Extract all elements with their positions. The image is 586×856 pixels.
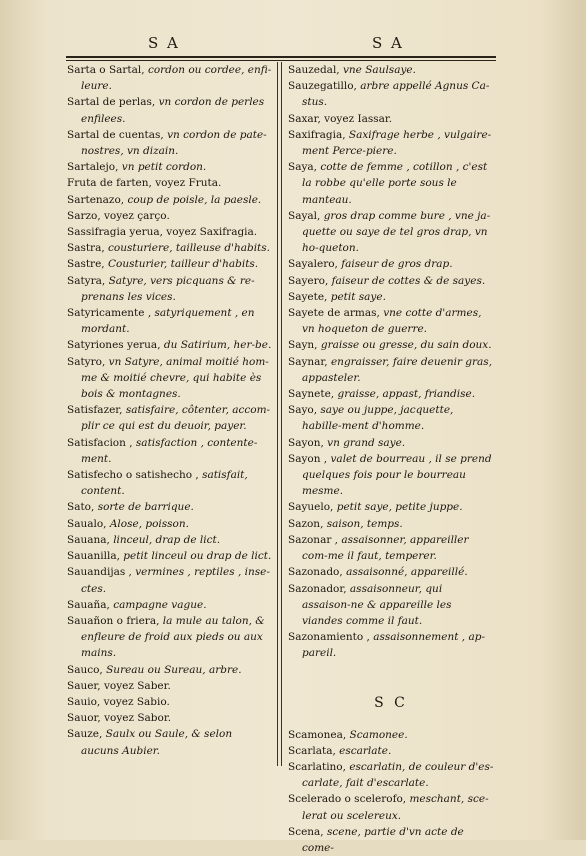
entry-definition: satyriquement , en mordant. [81,307,255,336]
entry-definition: cousturiere, tailleuse d'habits. [108,242,270,255]
entry-headword: Sazonamiento , [288,631,370,644]
entry-definition: assaisonné, appareillé. [346,566,468,579]
entry-headword: Satisfazer, [67,404,123,417]
entry-headword: Satyra, [67,274,106,287]
entry-headword: Sastra, [67,242,105,255]
dictionary-entry [67,564,273,596]
entry-definition: vn grand saye. [327,436,406,449]
entry-headword: Scarlata, [288,744,336,757]
entry-definition: Cousturier, tailleur d'habits. [107,258,259,271]
dictionary-entry [67,240,273,256]
entry-definition: engraisser, faire deuenir gras, appasteler. [302,355,493,384]
entry-headword: Sauana, [67,533,110,546]
entry-definition: graisse, appast, friandise. [337,388,476,401]
dictionary-entry [67,597,273,613]
entry-headword: Sauandijas , [67,566,132,579]
dictionary-entry [288,159,494,208]
dictionary-entry [288,435,494,451]
entry-definition: satisfaction , contente-ment. [81,436,258,465]
entry-headword: Sauaña, [67,598,110,611]
entry-headword: Sayo, [288,404,318,417]
dictionary-entry [288,62,494,78]
entry-headword: Sartenazo, [67,193,125,206]
entry-definition: coup de poisle, la paesle. [127,193,262,206]
entry-headword: Sartalejo, [67,161,119,174]
dictionary-entry [288,256,494,272]
entry-headword: Fruta de farten, voyez Fruta. [67,177,222,190]
dictionary-entry [67,613,273,662]
entry-headword: Sayalero, [288,258,338,271]
entry-headword: Satyriones yerua, [67,339,161,352]
dictionary-entry [67,337,273,353]
entry-headword: Sartal de cuentas, [67,128,164,141]
dictionary-entry [67,94,273,126]
dictionary-entry [288,564,494,580]
dictionary-entry [67,192,273,208]
entry-definition: arbre appellé Agnus Ca-stus. [302,80,490,109]
dictionary-entry [288,289,494,305]
dictionary-entry [67,726,273,758]
entry-definition: escarlate. [339,744,392,757]
entry-definition: satisfaire, côtenter, accom-plir ce qui est du deuoir, payer. [81,404,271,433]
entry-definition: valet de bourreau , il se prend quelques fois pour le bourreau mesme. [302,452,492,498]
dictionary-entry [288,305,494,337]
dictionary-entry [288,127,494,159]
entry-headword: Sassifragia yerua, voyez Saxifragia. [67,226,258,239]
entry-headword: Sauco, [67,663,103,676]
dictionary-entry [67,175,273,191]
entry-definition: vne cotte d'armes, vn hoqueton de guerre. [302,307,482,336]
entry-headword: Sayal, [288,209,321,222]
entry-headword: Saualo, [67,517,107,530]
entry-definition: saye ou juppe, jacquette, habille-ment d'homme. [302,404,454,433]
entry-headword: Sauer, voyez Saber. [67,679,171,692]
entry-headword: Saxifragia, [288,128,346,141]
entry-headword: Sauze, [67,728,103,741]
entry-headword: Saynete, [288,388,335,401]
entry-headword: Sato, [67,501,95,514]
entry-headword: Sauzedal, [288,64,340,76]
entry-headword: Sayuelo, [288,501,334,514]
header-rule-thin [66,60,496,61]
entry-definition: vermines , reptiles , inse-ctes. [81,566,270,595]
dictionary-entry [288,532,494,564]
entry-definition: cordon ou cordee, enfi-leure. [81,64,272,93]
entry-definition: scene, partie d'vn acte de come- [302,825,464,854]
dictionary-entry [67,305,273,337]
entry-definition: petit saye, petite juppe. [336,501,463,514]
entry-definition: assaisonneur, qui assaison-ne & appareille les viandes comme il faut. [302,582,452,627]
entry-definition: petit saye. [330,290,386,303]
dictionary-entry [67,127,273,159]
entry-headword: Satyro, [67,355,106,368]
entry-headword: Sayete de armas, [288,307,380,320]
entry-headword: Sauañon o friera, [67,614,160,627]
entry-headword: Sazonado, [288,566,343,579]
entry-definition: faiseur de cottes & de sayes. [331,274,486,287]
entry-headword: Sauio, voyez Sabio. [67,695,170,708]
entry-headword: Scelerado o scelerofo, [288,793,407,806]
entry-definition: cotte de femme , cotillon , c'est la robbe qu'elle porte sous le manteau. [302,161,488,206]
dictionary-entry [288,451,494,500]
entry-definition: sorte de barrique. [97,501,194,514]
dictionary-entry [288,629,494,661]
entry-headword: Sazonar , [288,533,339,546]
entry-headword: Sayon, [288,436,324,449]
dictionary-entry [288,208,494,257]
entry-headword: Sazonador, [288,582,347,595]
dictionary-entry [67,467,273,499]
entry-headword: Sazon, [288,517,324,530]
entry-definition: assaisonner, appareiller com-me il faut, temperer. [302,533,469,563]
dictionary-entry [288,402,494,434]
running-head-right: S A [372,34,404,52]
entry-headword: Sauor, voyez Sabor. [67,712,172,725]
dictionary-entry [67,548,273,564]
entry-headword: Saynar, [288,355,328,368]
entry-headword: Sastre, [67,258,105,271]
dictionary-entry [288,727,494,743]
entry-headword: Sartal de perlas, [67,96,156,109]
dictionary-entry [67,62,273,94]
entry-definition: gros drap comme bure , vne ja-quette ou saye de tel gros drap, vn ho-queton. [302,209,491,255]
entry-definition: Saxifrage herbe , vulgaire-ment Perce-piere. [302,128,492,158]
dictionary-entry [288,759,494,791]
left-column [67,62,273,759]
dictionary-entry [288,581,494,630]
entry-definition: satisfait, content. [81,469,248,498]
entry-definition: faiseur de gros drap. [341,258,453,271]
dictionary-entry [288,743,494,759]
entry-definition: linceul, drap de lict. [113,533,221,546]
entry-definition: vn Satyre, animal moitié hom-me & moitié chevre, qui habite ès bois & montagnes. [81,355,269,401]
dictionary-entry [288,499,494,515]
entry-definition: saison, temps. [326,517,403,530]
entry-headword: Satyricamente , [67,307,152,320]
dictionary-entry [288,386,494,402]
column-divider [281,62,282,766]
entry-headword: Sayete, [288,290,328,303]
entry-definition: Sureau ou Sureau, arbre. [106,663,242,676]
entry-definition: graisse ou gresse, du sain doux. [320,339,492,352]
entry-definition: vn petit cordon. [121,161,207,174]
entry-definition: Alose, poisson. [109,517,189,530]
entry-definition: Scamonee. [349,728,408,741]
entry-headword: Sarta o Sartal, [67,64,145,76]
entry-headword: Sayero, [288,274,329,287]
dictionary-entry [67,159,273,175]
entry-definition: petit linceul ou drap de lict. [123,550,272,563]
entry-headword: Scarlatino, [288,760,346,773]
dictionary-entry [67,516,273,532]
entry-headword: Saxar, voyez Iassar. [288,112,393,125]
dictionary-entry [67,499,273,515]
entry-definition: vne Saulsaye. [342,64,416,76]
entry-definition: Saulx ou Saule, & selon aucuns Aubier. [81,728,233,757]
entry-headword: Sayn, [288,339,318,352]
entry-headword: Sarzo, voyez çarço. [67,209,170,222]
dictionary-entry [67,694,273,710]
dictionary-entry [288,791,494,823]
dictionary-entry [288,337,494,353]
entry-headword: Satisfacion , [67,436,133,449]
entry-headword: Saya, [288,161,317,174]
header-rule [66,56,496,58]
dictionary-entry [67,402,273,434]
entry-definition: vn cordon de pate-nostres, vn dizain. [81,128,267,158]
entry-definition: la mule au talon, & enfleure de froid aux pieds ou aux mains. [81,614,265,660]
entry-definition: du Satirium, her-be. [163,339,272,352]
dictionary-entry [67,273,273,305]
entry-definition: meschant, sce-lerat ou scelereux. [302,793,489,822]
entry-definition: escarlatin, de couleur d'es-carlate, fait d'escarlate. [302,760,494,790]
entry-headword: Sauzegatillo, [288,80,357,93]
entry-definition: campagne vague. [113,598,207,611]
entry-definition: vn cordon de perles enfilees. [81,96,265,125]
dictionary-entry [288,111,494,127]
section-heading: S C [374,694,408,711]
dictionary-entry [67,710,273,726]
entry-definition: assaisonnement , ap-pareil. [302,631,485,660]
dictionary-entry [67,208,273,224]
running-head-left: S A [148,34,180,52]
entry-headword: Sayon , [288,452,328,465]
dictionary-entry [67,532,273,548]
dictionary-entry [288,273,494,289]
entry-definition: Satyre, vers picquans & re-prenans les vices. [81,274,255,303]
dictionary-entry [67,224,273,240]
dictionary-entry [67,435,273,467]
entry-headword: Scena, [288,825,324,838]
dictionary-entry [67,678,273,694]
dictionary-entry [288,354,494,386]
entry-headword: Scamonea, [288,728,347,741]
dictionary-entry [67,256,273,272]
right-column [288,62,494,856]
dictionary-entry [288,516,494,532]
entry-headword: Satisfecho o satishecho , [67,469,199,482]
column-divider [277,62,278,766]
dictionary-entry [67,662,273,678]
entry-headword: Sauanilla, [67,550,120,563]
dictionary-entry [67,354,273,403]
dictionary-entry [288,78,494,110]
